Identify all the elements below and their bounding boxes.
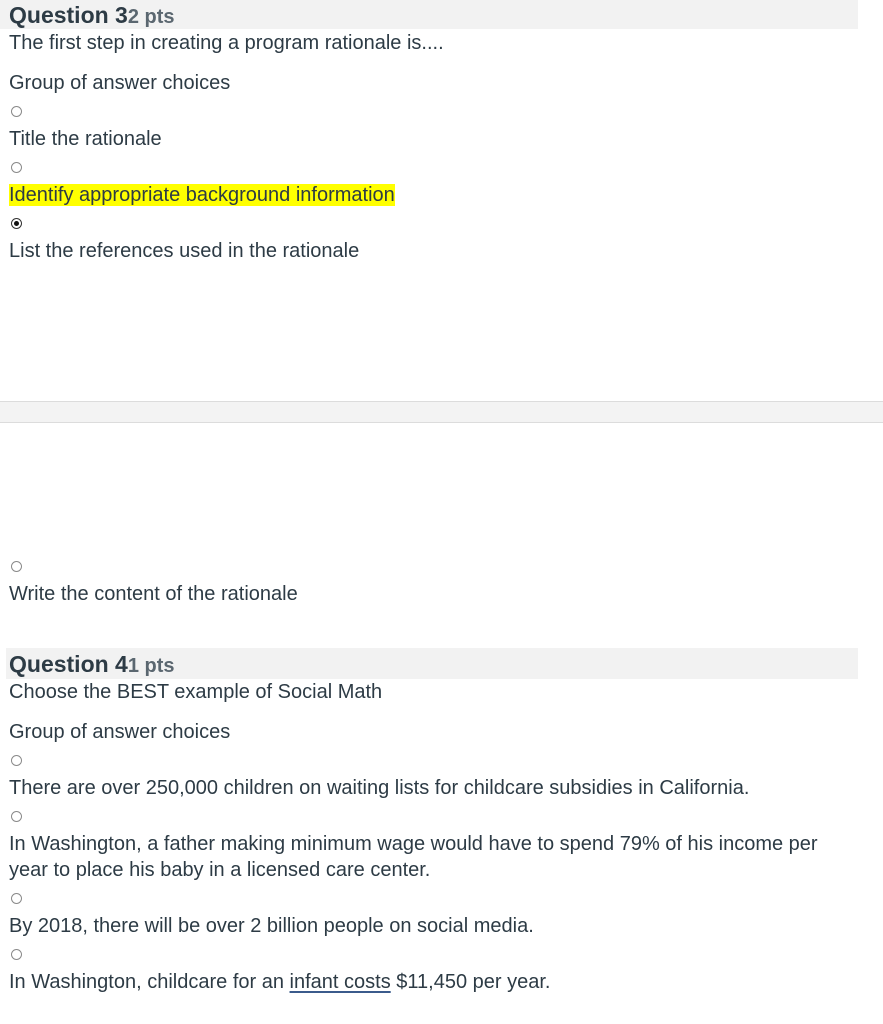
question-3-choice-4[interactable]: Write the content of the rationale: [9, 583, 298, 605]
question-3-radio-4[interactable]: [11, 561, 22, 572]
question-4-radio-2[interactable]: [11, 811, 22, 822]
question-4-title: [9, 650, 175, 680]
question-3-choice-3[interactable]: List the references used in the rationale: [9, 240, 360, 262]
question-3-number: Question 3: [9, 2, 128, 28]
question-3-points: 2 pts: [127, 6, 175, 28]
question-4-choice-4[interactable]: [9, 969, 550, 995]
question-3-choice-2[interactable]: [9, 182, 395, 208]
choice-text-after: $11,450 per year.: [390, 971, 551, 993]
question-3-choices-label: Group of answer choices: [9, 72, 231, 94]
question-4-choice-1[interactable]: There are over 250,000 children on waiting lists for childcare subsidies in California.: [9, 777, 750, 799]
choice-text-before: In Washington, childcare for an: [9, 971, 290, 993]
question-3-radio-1[interactable]: [11, 106, 22, 117]
question-4-choice-2[interactable]: In Washington, a father making minimum wage would have to spend 79% of his income per year to place his baby in a licensed care center.: [9, 833, 818, 881]
question-4-radio-3[interactable]: [11, 893, 22, 904]
question-4-points: 1 pts: [127, 655, 175, 677]
question-4-choice-3[interactable]: By 2018, there will be over 2 billion people on social media.: [9, 915, 534, 937]
question-4-prompt: Choose the BEST example of Social Math: [9, 681, 383, 703]
question-3-radio-3[interactable]: [11, 218, 22, 229]
question-3-title: [9, 1, 175, 31]
question-3-prompt: The first step in creating a program rationale is....: [9, 32, 444, 54]
question-4-radio-4[interactable]: [11, 949, 22, 960]
question-3-radio-2[interactable]: [11, 162, 22, 173]
question-4-choices-label: Group of answer choices: [9, 721, 231, 743]
highlighted-answer-text: Identify appropriate background information: [9, 184, 395, 206]
question-4-radio-1[interactable]: [11, 755, 22, 766]
page-divider: [0, 401, 883, 423]
question-4-number: Question 4: [9, 651, 128, 677]
question-3-choice-1[interactable]: Title the rationale: [9, 128, 162, 150]
infant-costs-link[interactable]: infant costs: [289, 971, 391, 993]
